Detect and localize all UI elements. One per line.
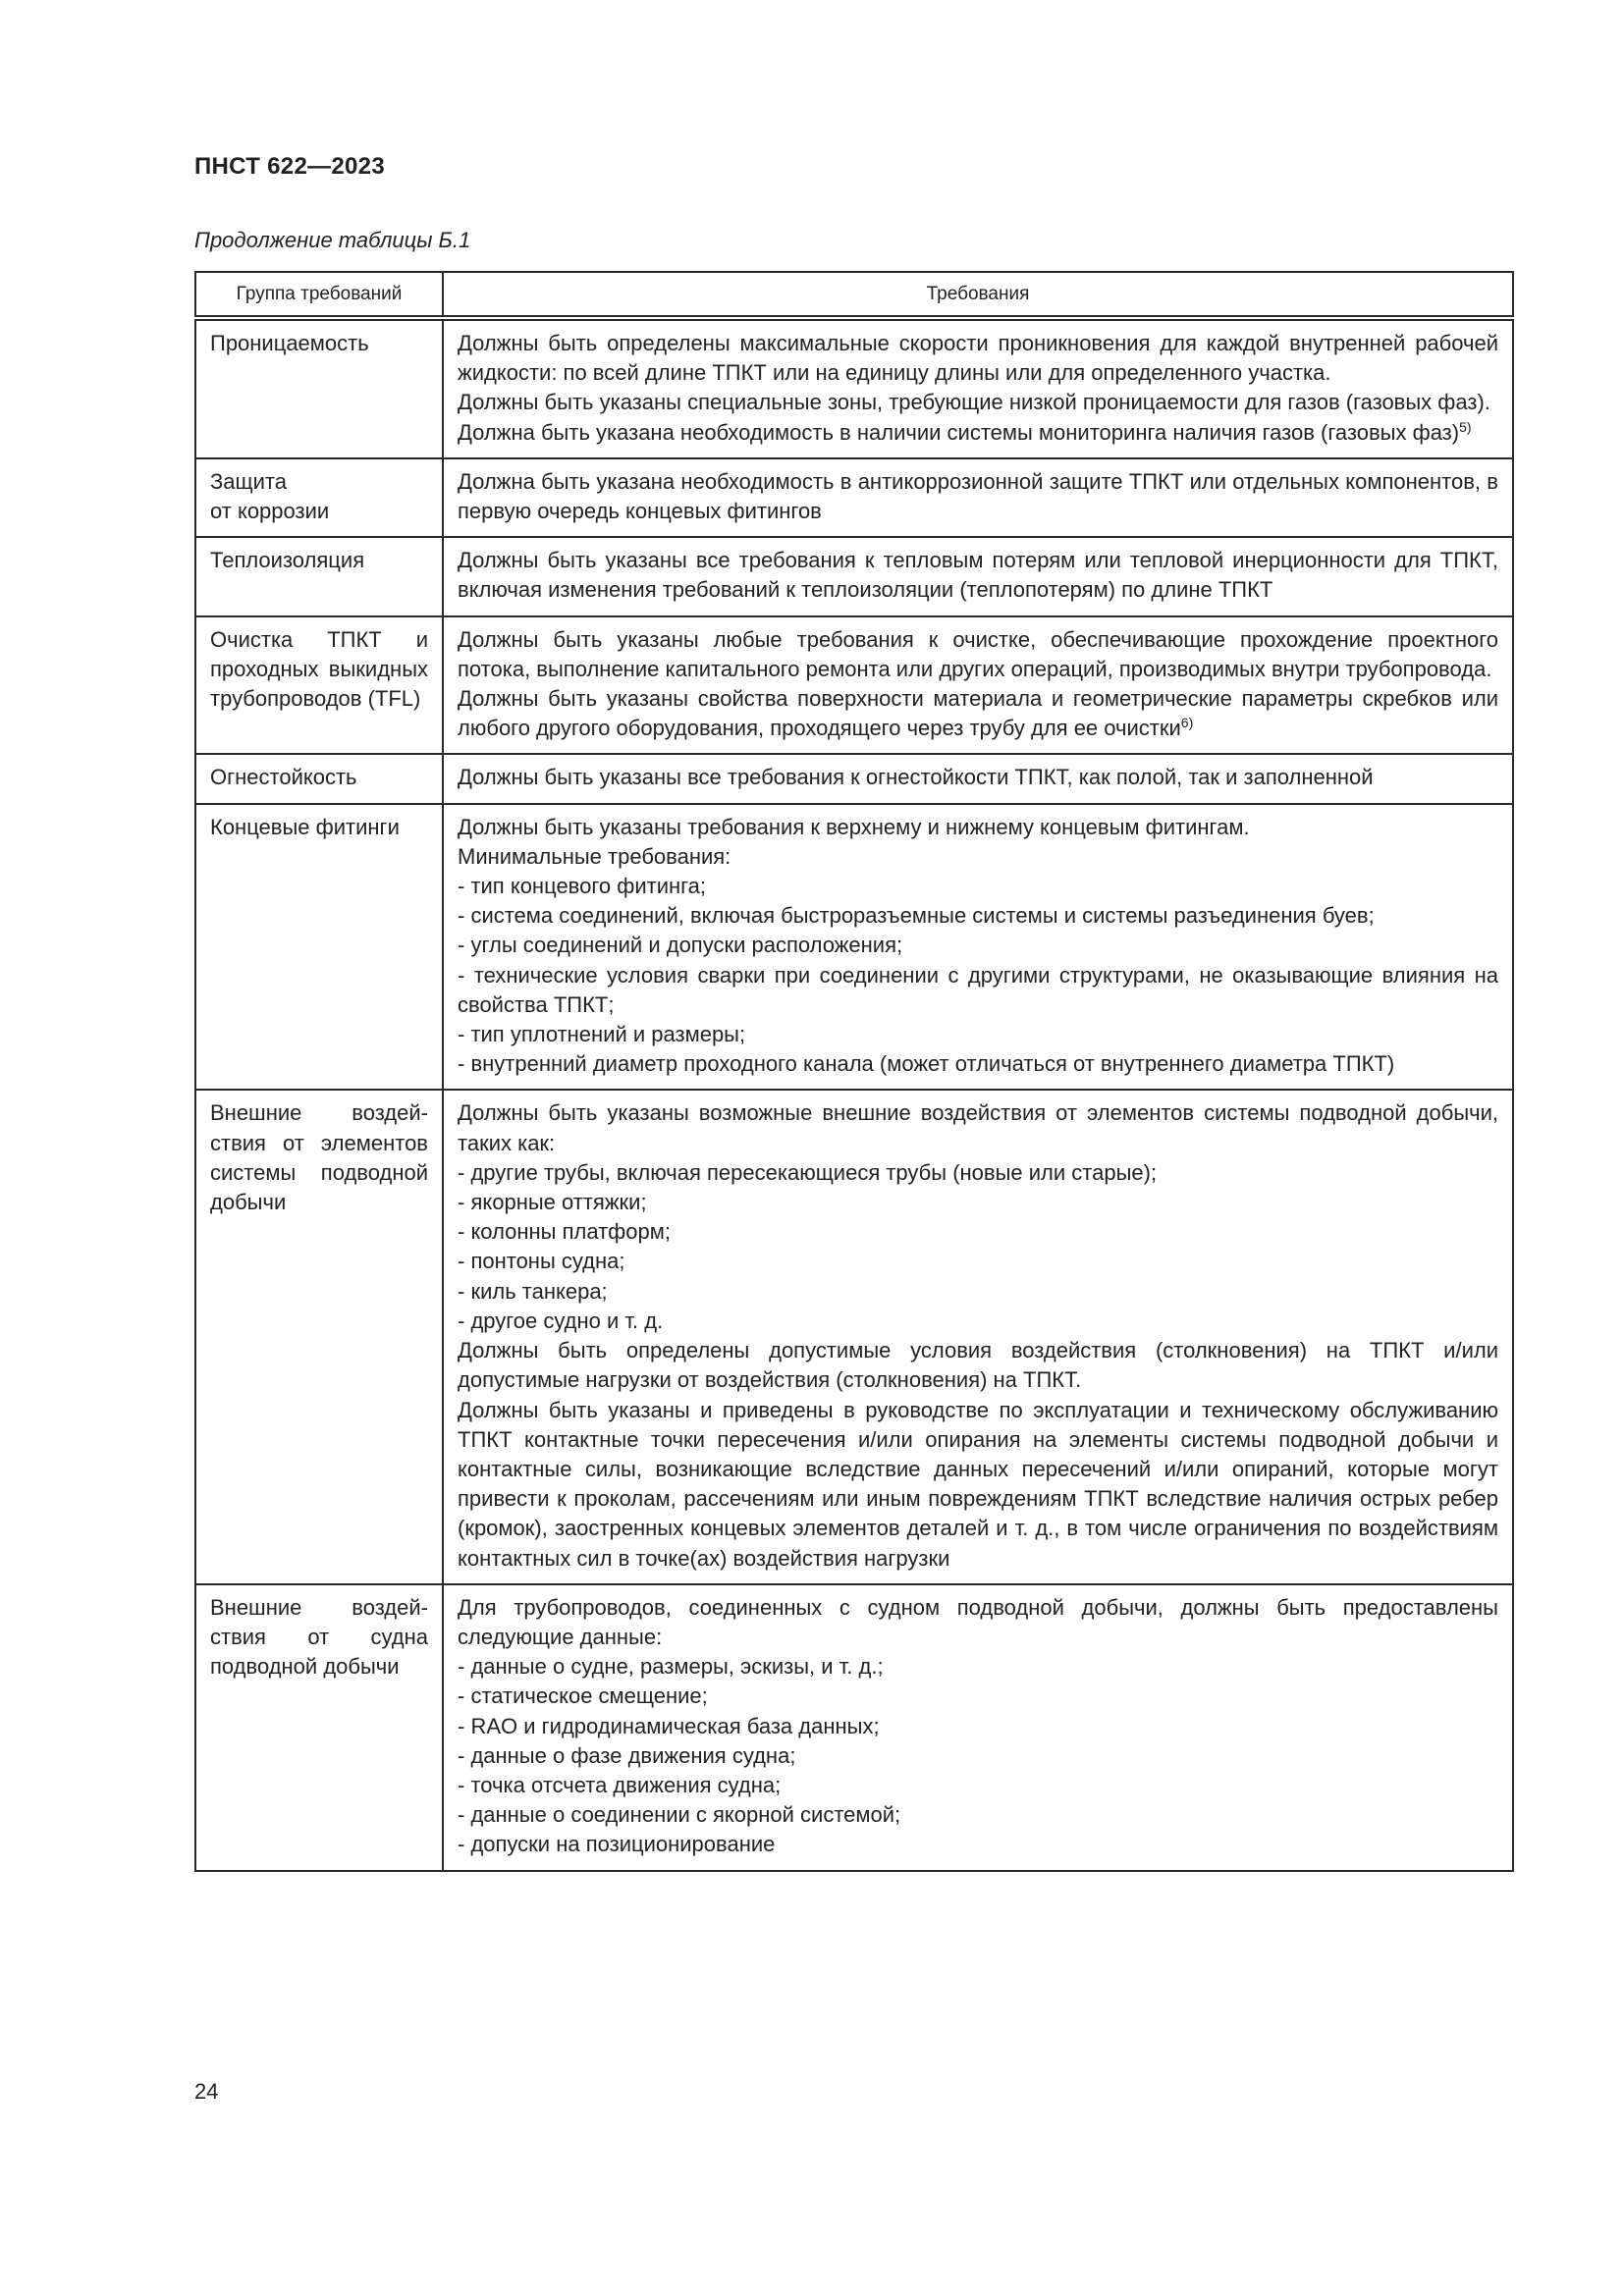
table-header-row [195, 272, 1513, 318]
table-row [195, 616, 1513, 755]
requirement-group-cell [195, 616, 443, 755]
requirement-line: Должны быть указаны требования к верхнему и нижнему концевым фитингам. [458, 814, 1250, 839]
requirement-group-label: от коррозии [210, 499, 330, 524]
requirement-line: - технические условия сварки при соединении с другими структурами, не оказывающие влияния на свойства ТПКТ; [458, 962, 1498, 1017]
requirement-line: - колонны платформ; [458, 1219, 671, 1245]
requirement-group-cell [195, 537, 443, 615]
table-row [195, 1584, 1513, 1871]
requirement-group-label: Проницаемость [210, 331, 369, 355]
footnote-marker: 6) [1180, 715, 1194, 731]
requirement-line: Должны быть указаны и приведены в руководстве по эксплуатации и техническому обслуживанию ТПКТ контактные точки пересечения и/или опирания на элементы системы подводной добычи и контактные силы, возникающие вследствие данных пересечений и/или опираний, которые могут привести к проколам, рассечениям или иным повреждениям ТПКТ вследствие наличия острых ребер (кромок), заостренных концевых элементов деталей и т. д., в том числе ограничения по воздействиям контактных сил в точке(ах) воздействия нагрузки [458, 1397, 1498, 1571]
requirement-line: - система соединений, включая быстроразъемные системы и системы разъединения буев; [458, 903, 1375, 929]
requirement-group-label: Очистка ТПКТ и проходных выкидных трубопроводов (TFL) [210, 626, 428, 712]
requirement-line: Минимальные требования: [458, 843, 731, 869]
requirement-line: - данные о соединении с якорной системой; [458, 1802, 901, 1828]
requirement-line: Должна быть указана необходимость в наличии системы мониторинга наличия газов (газовых фаз)$^{5)}$ [458, 418, 1472, 445]
requirement-text-cell [443, 318, 1513, 458]
requirement-line: - якорные оттяжки; [458, 1190, 647, 1215]
requirement-group-cell [195, 754, 443, 803]
requirement-line: Должны быть указаны возможные внешние воздействия от элементов системы подводной добычи, таких как: [458, 1100, 1498, 1155]
table-row [195, 318, 1513, 458]
requirement-group-label: Огнестойкость [210, 765, 357, 790]
requirement-line: - другое судно и т. д. [458, 1308, 664, 1333]
requirement-group-cell [195, 458, 443, 537]
requirement-line: Должны быть определены допустимые условия воздействия (столкновения) на ТПКТ и/или допустимые нагрузки от воздействия (столкновения) на ТПКТ. [458, 1338, 1498, 1393]
table-row [195, 537, 1513, 615]
requirement-line: - статическое смещение; [458, 1683, 708, 1709]
requirement-group-label: Теплоизоляция [210, 548, 365, 573]
requirement-line: Должны быть указаны все требования к огнестойкости ТПКТ, как полой, так и заполненной [458, 765, 1374, 790]
requirement-text-cell [443, 458, 1513, 537]
requirement-group-label: Защита [210, 468, 287, 494]
requirement-text-cell [443, 754, 1513, 803]
requirement-group-cell [195, 1090, 443, 1583]
requirement-group-label: Концевые фитинги [210, 814, 400, 839]
column-header-group: Группа требований [195, 272, 443, 318]
requirements-table [194, 271, 1514, 1872]
requirement-text-cell [443, 616, 1513, 755]
requirement-line: - допуски на позиционирование [458, 1832, 776, 1857]
requirement-line: - внутренний диаметр проходного канала (может отличаться от внутреннего диаметра ТПКТ) [458, 1051, 1395, 1077]
requirement-group-cell [195, 318, 443, 458]
requirement-line: Должны быть указаны свойства поверхности материала и геометрические параметры скребков или любого другого оборудования, проходящего через трубу для ее очистки$^{6)}$ [458, 686, 1498, 741]
requirement-line: Должны быть указаны любые требования к очистке, обеспечивающие прохождение проектного потока, выполнение капитального ремонта или других операций, производимых внутри трубопровода. [458, 626, 1498, 681]
requirement-line: Должны быть указаны все требования к тепловым потерям или тепловой инерционности для ТПКТ, включая изменения требований к теплоизоляции (теплопотерям) по длине ТПКТ [458, 548, 1498, 603]
requirement-text-cell [443, 537, 1513, 615]
requirement-line: - другие трубы, включая пересекающиеся трубы (новые или старые); [458, 1159, 1158, 1185]
requirement-line: - углы соединений и допуски расположения; [458, 933, 903, 958]
document-id: ПНСТ 622—2023 [194, 153, 385, 180]
column-header-requirements: Требования [443, 272, 1513, 318]
requirement-line: - понтоны судна; [458, 1249, 625, 1274]
requirement-group-cell [195, 804, 443, 1091]
table-row [195, 754, 1513, 803]
requirement-line: Должны быть определены максимальные скорости проникновения для каждой внутренней рабочей жидкости: по всей длине ТПКТ или на единицу длины или для определенного участка. [458, 331, 1498, 386]
footnote-marker: 5) [1459, 418, 1472, 435]
requirement-group-label: Внешние воздействия от судна подводной добычи [210, 1594, 428, 1680]
requirement-line: - тип уплотнений и размеры; [458, 1022, 746, 1047]
page-number: 24 [194, 2079, 219, 2104]
table-row [195, 804, 1513, 1091]
requirement-text-cell [443, 804, 1513, 1091]
requirement-line: - точка отсчета движения судна; [458, 1772, 782, 1797]
requirement-text-cell [443, 1584, 1513, 1871]
requirement-line: Должны быть указаны специальные зоны, требующие низкой проницаемости для газов (газовых фаз). [458, 390, 1490, 415]
table-body [195, 318, 1513, 1871]
requirement-group-cell [195, 1584, 443, 1871]
requirement-line: Должна быть указана необходимость в антикоррозионной защите ТПКТ или отдельных компонентов, в первую очередь концевых фитингов [458, 468, 1498, 524]
requirement-group-label: Внешние воздействия от элементов системы подводной добычи [210, 1100, 428, 1215]
requirement-line: - тип концевого фитинга; [458, 874, 707, 899]
requirement-line: - данные о судне, размеры, эскизы, и т. д.; [458, 1654, 884, 1680]
requirement-line: - киль танкера; [458, 1278, 608, 1304]
table-caption: Продолжение таблицы Б.1 [194, 228, 471, 252]
table-row [195, 458, 1513, 537]
requirement-line: Для трубопроводов, соединенных с судном подводной добычи, должны быть предоставлены следующие данные: [458, 1594, 1498, 1649]
requirement-text-cell [443, 1090, 1513, 1583]
requirement-line: - RAO и гидродинамическая база данных; [458, 1713, 880, 1738]
table-row [195, 1090, 1513, 1583]
requirement-line: - данные о фазе движения судна; [458, 1742, 796, 1768]
